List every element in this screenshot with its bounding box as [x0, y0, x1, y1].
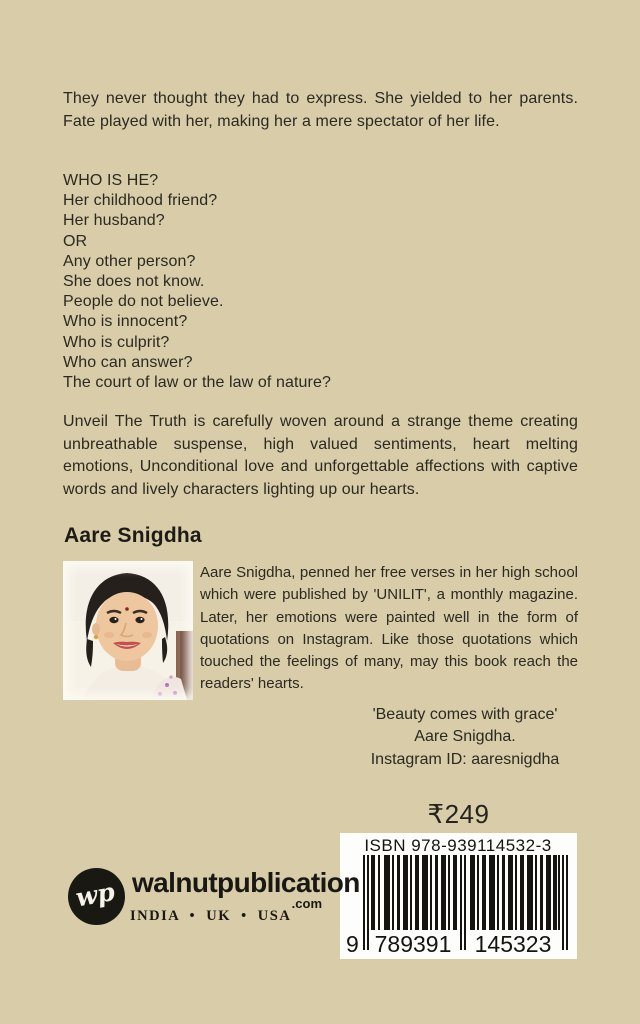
author-photo-illustration	[63, 561, 193, 700]
question-line: WHO IS HE?	[63, 172, 159, 189]
isbn-number-text: ISBN 978-939114532-3	[364, 836, 552, 855]
question-line: The court of law or the law of nature?	[63, 374, 331, 392]
question-line: Who is innocent?	[63, 313, 188, 331]
walnut-logo-icon	[68, 868, 125, 925]
publisher-domain: .com	[291, 896, 322, 911]
synopsis-paragraph-1: They never thought they had to express. She yielded to her parents. Fate played with her, making her a mere spectator of her life.	[63, 90, 578, 130]
quote-text: 'Beauty comes with grace'	[372, 706, 558, 723]
barcode-graphic	[340, 833, 577, 959]
author-name-heading: Aare Snigdha	[64, 524, 202, 547]
question-line: Who can answer?	[63, 353, 193, 371]
author-photo	[63, 561, 193, 700]
question-list	[63, 171, 578, 393]
question-line: She does not know.	[63, 273, 205, 291]
question-line: OR	[63, 232, 88, 250]
isbn-barcode	[340, 833, 577, 959]
logo-monogram: wp	[73, 877, 117, 913]
question-line: Who is culprit?	[63, 333, 170, 351]
quote-attribution: Aare Snigdha.	[414, 728, 516, 746]
price-label: ₹249	[427, 799, 490, 829]
publisher-regions: INDIA • UK • USA	[130, 908, 292, 924]
question-line: People do not believe.	[63, 293, 224, 311]
barcode-lead-digit: 9	[346, 931, 359, 957]
question-line: Her husband?	[63, 212, 165, 230]
publisher-wordmark: walnutpublication	[132, 867, 360, 898]
barcode-group1: 789391	[374, 931, 452, 957]
author-bio: Aare Snigdha, penned her free verses in her high school which were published by 'UNILIT', a monthly magazine. Later, her emotions were painted well in the form of quotations on Instagram. Like those quotations which touched the feelings of many, may this book reach the readers' hearts.	[200, 564, 578, 693]
synopsis-paragraph-2: Unveil The Truth is carefully woven around a strange theme creating unbreathable suspense, high valued sentiments, heart melting emotions, Unconditional love and unforgettable affections with captive words and lively characters lighting up our hearts.	[63, 413, 578, 498]
barcode-group2: 145323	[474, 931, 552, 957]
question-line: Any other person?	[63, 252, 196, 270]
instagram-id: Instagram ID: aaresnigdha	[370, 750, 560, 768]
author-quote-block	[352, 704, 578, 771]
question-line: Her childhood friend?	[63, 192, 218, 210]
